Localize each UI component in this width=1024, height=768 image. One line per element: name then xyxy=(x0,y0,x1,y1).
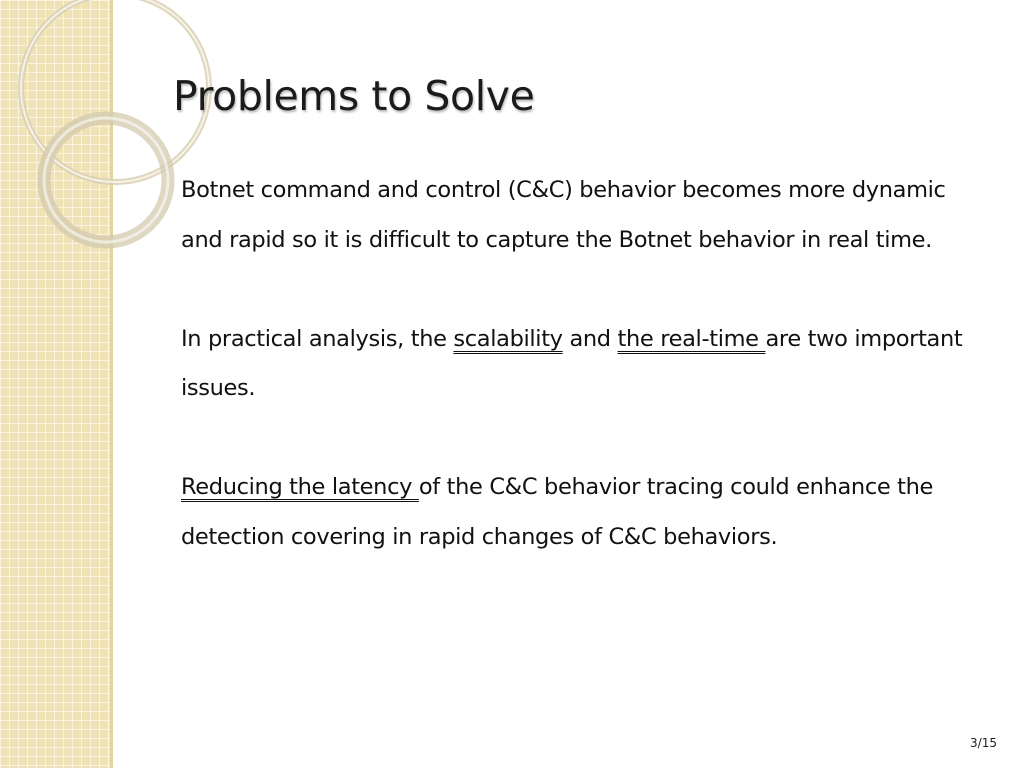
decorative-side-band xyxy=(0,0,113,768)
paragraph-text: of the C&C behavior tracing could enhance the detection covering in rapid changes of C&C behaviors. xyxy=(181,474,934,550)
highlight-real-time: the real-time xyxy=(617,325,766,352)
slide-body xyxy=(181,166,981,562)
paragraph-botnet-behavior xyxy=(181,166,981,265)
paragraph-text: and xyxy=(562,325,618,352)
highlight-reducing-latency: Reducing the latency xyxy=(181,474,419,500)
page-number: 3/15 xyxy=(970,736,997,750)
paragraph-practical-analysis xyxy=(181,315,981,414)
paragraph-text: are two important issues. xyxy=(181,325,963,401)
paragraph-spacer xyxy=(181,414,981,464)
paragraph-text: In practical analysis, the xyxy=(181,325,454,352)
side-band-edge xyxy=(110,0,113,768)
paragraph-text: Botnet command and control (C&C) behavior becomes more dynamic and rapid so it is difficult to capture the Botnet behavior in real time. xyxy=(181,177,946,253)
slide-title: Problems to Solve xyxy=(173,72,535,120)
paragraph-spacer xyxy=(181,265,981,315)
highlight-scalability: scalability xyxy=(453,325,563,352)
paragraph-reducing-latency xyxy=(181,463,981,562)
